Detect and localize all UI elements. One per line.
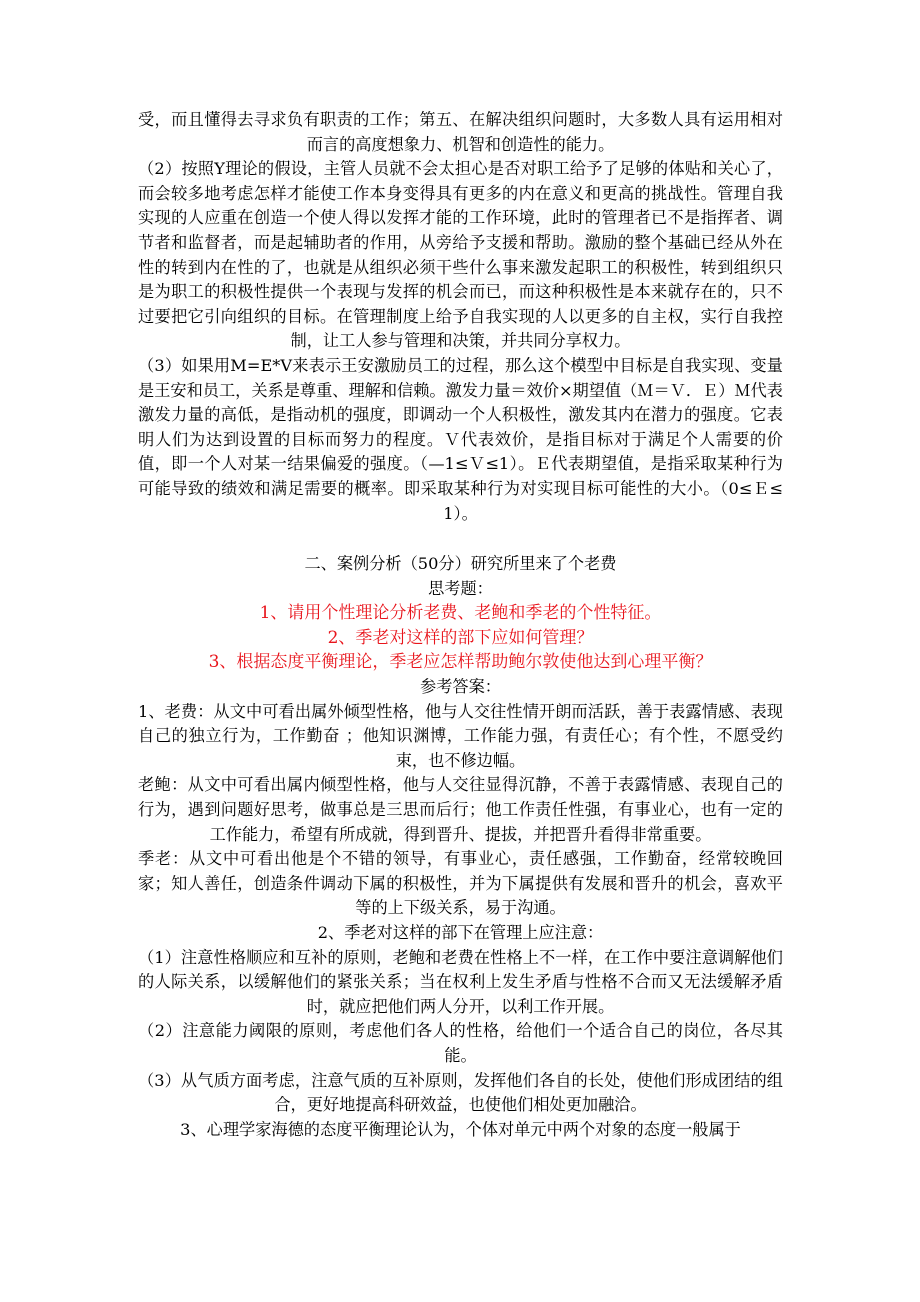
question-3: 3、根据态度平衡理论，季老应怎样帮助鲍尔敦使他达到心理平衡？ xyxy=(208,652,713,673)
answer-1-laobao: 老鲍：从文中可看出属内倾型性格，他与人交往显得沉静，不善于表露情感、表现自己的行为，遇到问题好思考，做事总是三思而后行；他工作责任性强，有事业心，也有一定的工作能力，希望有所成就，得到晋升、提拔，并把晋升看得非常重要。 xyxy=(138,775,783,844)
answer-1-jilao: 季老：从文中可看出他是个不错的领导，有事业心，责任感强，工作勤奋，经常较晚回家；知人善任，创造条件调动下属的积极性，并为下属提供有发展和晋升的机会，喜欢平等的上下级关系，易于沟通。 xyxy=(138,849,783,918)
answer-2-point-1: （1）注意性格顺应和互补的原则，老鲍和老费在性格上不一样，在工作中要注意调解他们的人际关系，以缓解他们的紧张关系；当在权利上发生矛盾与性格不合而又无法缓解矛盾时，就应把他们两人分开，以利工作开展。 xyxy=(138,947,783,1016)
section-title: 二、案例分析（50分）研究所里来了个老费 xyxy=(304,554,617,574)
paragraph-y-theory: （2）按照Y理论的假设，主管人员就不会太担心是否对职工给予了足够的体贴和关心了，而会较多地考虑怎样才能使工作本身变得具有更多的内在意义和更高的挑战性。管理自我实现的人应重在创造一个使人得以发挥才能的工作环境，此时的管理者已不是指挥者、调节者和监督者，而是起辅助者的作用，从旁给予支援和帮助。激励的整个基础已经从外在性的转到内在性的了，也就是从组织必须干些什么事来激发起职工的积极性，转到组织只是为职工的积极性提供一个表现与发挥的机会而已，而这种积极性是本来就存在的，只不过要把它引向组织的目标。在管理制度上给予自我实现的人以更多的自主权，实行自我控制，让工人参与管理和决策，并共同分享权力。 xyxy=(138,159,783,351)
questions-heading: 思考题： xyxy=(428,578,493,598)
section-spacer xyxy=(138,526,783,552)
question-1: 1、请用个性理论分析老费、老鲍和季老的个性特征。 xyxy=(259,603,662,624)
answer-2-point-2: （2）注意能力阈限的原则，考虑他们各人的性格，给他们一个适合自己的岗位，各尽其能。 xyxy=(138,1021,783,1065)
answer-2-heading: 2、季老对这样的部下在管理上应注意： xyxy=(317,923,604,942)
document-page xyxy=(138,108,783,1142)
answers-heading: 参考答案： xyxy=(420,677,501,697)
paragraph-continuation: 受，而且懂得去寻求负有职责的工作；第五、在解决组织问题时，大多数人具有运用相对而言的高度想象力、机智和创造性的能力。 xyxy=(138,110,783,154)
question-2: 2、季老对这样的部下应如何管理？ xyxy=(327,627,594,648)
answer-3-start: 3、心理学家海德的态度平衡理论认为，个体对单元中两个对象的态度一般属于 xyxy=(180,1119,741,1139)
answer-2-point-3: （3）从气质方面考虑，注意气质的互补原则，发挥他们各自的长处，使他们形成团结的组合，更好地提高科研效益，也使他们相处更加融洽。 xyxy=(138,1070,783,1115)
answer-1-laofei: 1、老费：从文中可看出属外倾型性格，他与人交往性情开朗而活跃，善于表露情感、表现自己的独立行为，工作勤奋 ；他知识渊博，工作能力强，有责任心；有个性，不愿受约束，也不修边幅。 xyxy=(138,701,783,770)
paragraph-expectancy-model: （3）如果用M=E*V来表示王安激励员工的过程，那么这个模型中目标是自我实现、变量是王安和员工，关系是尊重、理解和信赖。激发力量＝效价×期望值（Ｍ＝Ｖ．Ｅ）Ｍ代表激发力量的高低，是指动机的强度，即调动一个人积极性，激发其内在潜力的强度。它表明人们为达到设置的目标而努力的程度。Ｖ代表效价，是指目标对于满足个人需要的价值，即一个人对某一结果偏爱的强度。（—1≤Ｖ≤1）。Ｅ代表期望值，是指采取某种行为可能导致的绩效和满足需要的概率。即采取某种行为对实现目标可能性的大小。（0≤Ｅ≤1）。 xyxy=(138,355,783,523)
